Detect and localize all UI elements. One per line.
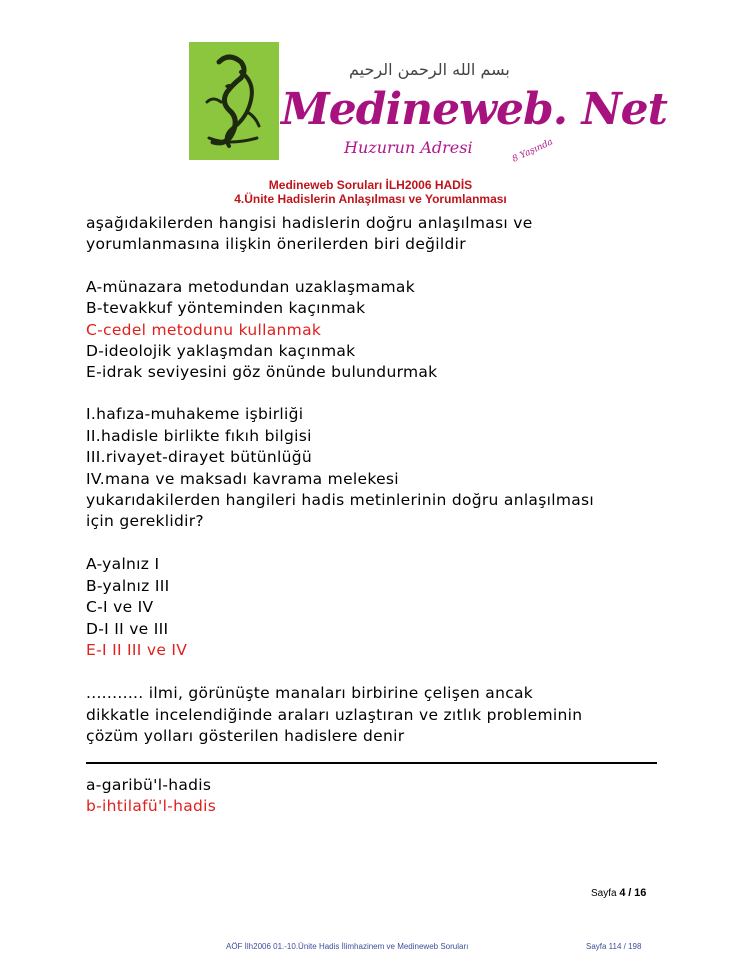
question2-option-b: B-yalnız III bbox=[86, 577, 170, 595]
footer-page: Sayfa 114 / 198 bbox=[586, 942, 642, 951]
question1-option-b: B-tevakkuf yönteminden kaçınmak bbox=[86, 299, 366, 317]
question2-option-c: C-I ve IV bbox=[86, 598, 154, 616]
question3-option-a: a-garibü'l-hadis bbox=[86, 776, 212, 794]
question2-item-2: II.hadisle birlikte fıkıh bilgisi bbox=[86, 427, 312, 445]
question3-option-b-answer: b-ihtilafü'l-hadis bbox=[86, 797, 217, 815]
page-number-label: Sayfa bbox=[591, 888, 617, 899]
question1-option-c-answer: C-cedel metodunu kullanmak bbox=[86, 321, 322, 339]
page-number bbox=[591, 887, 646, 899]
question2-option-e-answer: E-I II III ve IV bbox=[86, 641, 188, 659]
question3-stem-line3: çözüm yolları gösterilen hadislere denir bbox=[86, 727, 405, 745]
question1-stem-line2: yorumlanmasına ilişkin önerilerden biri değildir bbox=[86, 235, 466, 253]
footer-source: AÖF İlh2006 01.-10.Ünite Hadis İlimhazinem ve Medineweb Soruları bbox=[226, 942, 469, 951]
calligraphy-emblem bbox=[189, 42, 279, 160]
site-logo[interactable] bbox=[189, 42, 667, 167]
question3-stem-line1: ........... ilmi, görünüşte manaları birbirine çelişen ancak bbox=[86, 684, 534, 702]
question2-stem-line2: için gereklidir? bbox=[86, 512, 204, 530]
question2-option-a: A-yalnız I bbox=[86, 555, 160, 573]
header-title: Medineweb Soruları İLH2006 HADİS bbox=[268, 178, 473, 192]
page-number-separator: / bbox=[628, 887, 632, 899]
question2-option-d: D-I II ve III bbox=[86, 620, 169, 638]
logo-age-badge: 8 Yaşında bbox=[510, 137, 555, 165]
question2-stem-line1: yukarıdakilerden hangileri hadis metinlerinin doğru anlaşılması bbox=[86, 491, 594, 509]
page-number-total: 16 bbox=[634, 887, 647, 899]
question2-item-3: III.rivayet-dirayet bütünlüğü bbox=[86, 448, 312, 466]
divider-line bbox=[86, 762, 657, 764]
calligraphy-icon bbox=[189, 42, 279, 160]
page-number-current: 4 bbox=[619, 887, 626, 899]
question1-option-e: E-idrak seviyesini göz önünde bulundurmak bbox=[86, 363, 438, 381]
arabic-basmala: بسم الله الرحمن الرحيم bbox=[349, 60, 510, 79]
question2-item-1: I.hafıza-muhakeme işbirliği bbox=[86, 405, 304, 423]
question1-stem-line1: aşağıdakilerden hangisi hadislerin doğru anlaşılması ve bbox=[86, 214, 533, 232]
question1-option-a: A-münazara metodundan uzaklaşmamak bbox=[86, 278, 415, 296]
logo-tagline: Huzurun Adresi bbox=[344, 138, 473, 157]
question1-option-d: D-ideolojik yaklaşmdan kaçınmak bbox=[86, 342, 356, 360]
header-subtitle: 4.Ünite Hadislerin Anlaşılması ve Yorumlanması bbox=[234, 192, 507, 206]
question3-stem-line2: dikkatle incelendiğinde araları uzlaştıran ve zıtlık probleminin bbox=[86, 706, 583, 724]
logo-title: Medineweb. Net bbox=[281, 84, 667, 135]
question2-item-4: IV.mana ve maksadı kavrama melekesi bbox=[86, 470, 399, 488]
